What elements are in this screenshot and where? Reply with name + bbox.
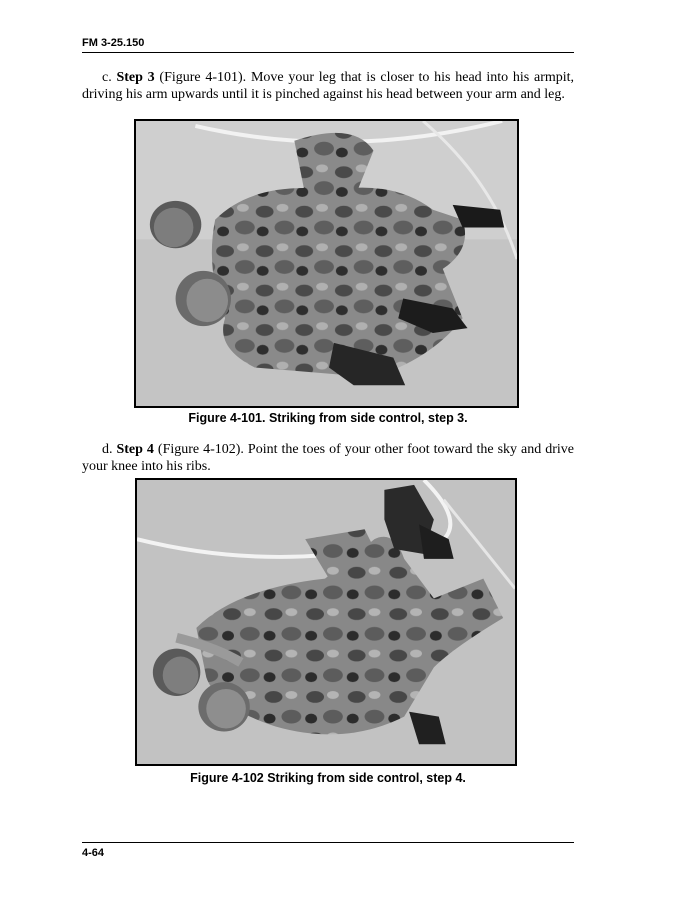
step-4-prefix: d.	[102, 442, 113, 457]
header-rule	[82, 52, 574, 53]
figure-4-102-photo	[135, 478, 517, 766]
page-number: 4-64	[82, 847, 105, 859]
step-4-figure-ref: (Figure 4-102).	[157, 442, 244, 457]
step-3-paragraph	[82, 69, 574, 103]
step-3-label: Step 3	[116, 70, 155, 85]
document-id: FM 3-25.150	[82, 37, 145, 49]
figure-4-101-photo	[134, 119, 519, 408]
photo-step-3-illustration	[136, 121, 517, 406]
figure-4-101-caption: Figure 4-101. Striking from side control, step 3.	[188, 411, 468, 425]
footer-rule	[82, 842, 574, 843]
photo-step-4-illustration	[137, 480, 515, 764]
step-4-paragraph	[82, 441, 574, 475]
step-3-figure-ref: (Figure 4-101).	[159, 70, 247, 85]
figure-4-102-caption: Figure 4-102 Striking from side control, step 4.	[190, 771, 466, 785]
step-4-label: Step 4	[116, 442, 154, 457]
step-4-body: Point the toes of your other foot toward the sky and drive your knee into his ribs.	[82, 442, 574, 474]
step-3-prefix: c.	[102, 70, 112, 85]
step-3-body: Move your leg that is closer to his head into his armpit, driving his arm upwards until it is pinched against his head between your arm and leg.	[82, 70, 575, 102]
